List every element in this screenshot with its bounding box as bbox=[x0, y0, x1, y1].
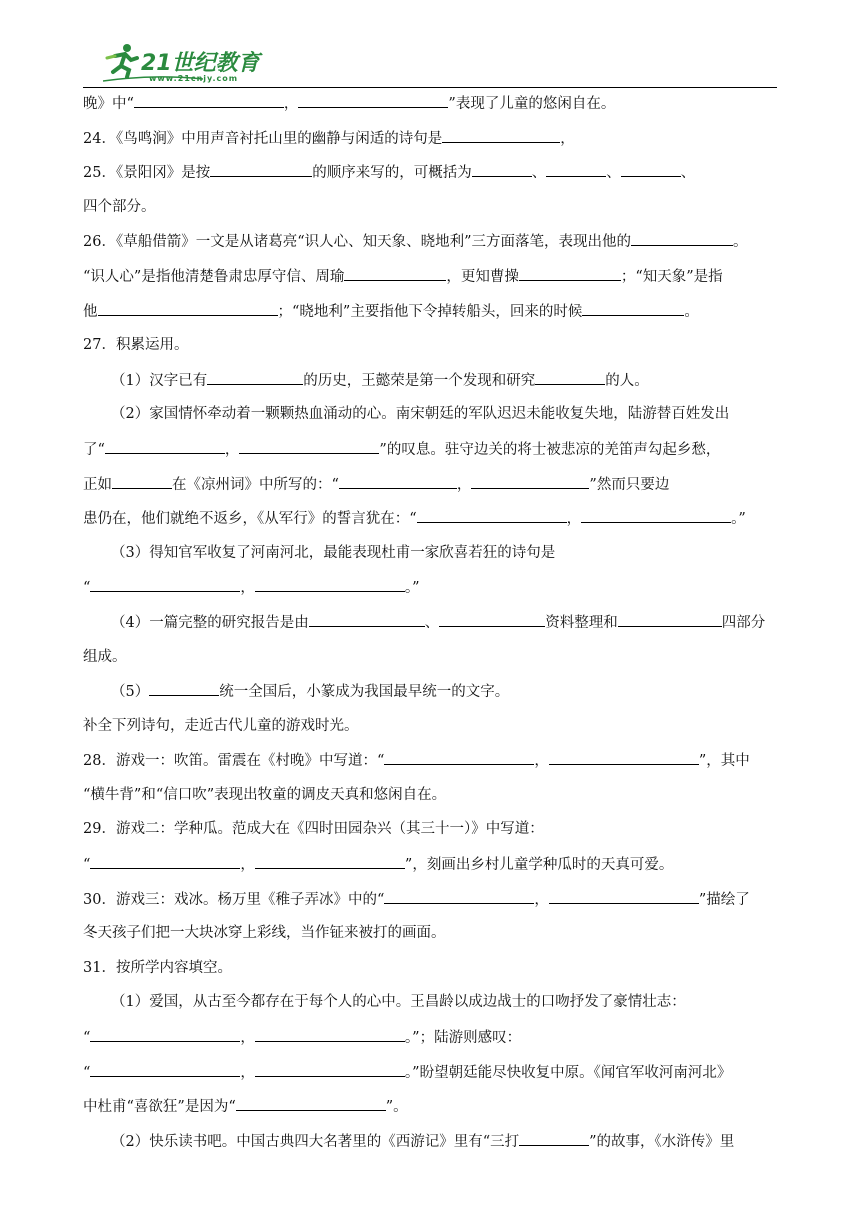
fill-in-blank[interactable] bbox=[472, 160, 532, 177]
line-text: ”，其中 bbox=[698, 753, 750, 770]
line-text: 、 bbox=[680, 165, 696, 182]
fill-in-blank[interactable] bbox=[207, 368, 303, 385]
logo-url: www.21cnjy.com bbox=[149, 74, 239, 83]
text-line bbox=[83, 990, 777, 1025]
text-line bbox=[83, 160, 777, 195]
fill-in-blank[interactable] bbox=[384, 887, 534, 904]
fill-in-blank[interactable] bbox=[442, 126, 560, 143]
line-text: 的顺序来写的，可概括为 bbox=[312, 165, 472, 182]
line-text: 26．《草船借箭》一文是从诸葛亮“识人心、知天象、晓地利”三方面落笔，表现出他的 bbox=[83, 234, 632, 251]
text-line bbox=[83, 1060, 777, 1095]
fill-in-blank[interactable] bbox=[255, 575, 405, 592]
line-text: ；“晓地利”主要指他下令掉转船头，回来的时候 bbox=[277, 303, 583, 320]
text-line bbox=[83, 679, 777, 714]
line-text: （4）一篇完整的研究报告是由 bbox=[111, 614, 309, 631]
fill-in-blank[interactable] bbox=[90, 1025, 240, 1042]
fill-in-blank[interactable] bbox=[519, 1129, 589, 1146]
text-line bbox=[83, 437, 777, 472]
fill-in-blank[interactable] bbox=[344, 264, 446, 281]
text-line bbox=[83, 472, 777, 507]
fill-in-blank[interactable] bbox=[90, 575, 240, 592]
line-text: 的历史，王懿荣是第一个发现和研究 bbox=[303, 372, 536, 389]
line-text: ”然而只要边 bbox=[589, 476, 670, 493]
line-text: ， bbox=[224, 441, 240, 458]
text-line bbox=[83, 817, 777, 852]
logo-swoosh-icon bbox=[103, 76, 203, 82]
page-header bbox=[83, 40, 777, 88]
fill-in-blank[interactable] bbox=[417, 506, 567, 523]
line-text: 补全下列诗句，走近古代儿童的游戏时光。 bbox=[83, 717, 359, 734]
line-text: 。 bbox=[733, 234, 748, 251]
line-text: 25．《景阳冈》是按 bbox=[83, 165, 211, 182]
text-line bbox=[83, 126, 777, 161]
fill-in-blank[interactable] bbox=[105, 437, 225, 454]
text-line bbox=[83, 195, 777, 230]
text-line bbox=[83, 1025, 777, 1060]
fill-in-blank[interactable] bbox=[255, 1025, 405, 1042]
line-text: 组成。 bbox=[83, 648, 127, 665]
text-line bbox=[83, 1129, 777, 1164]
fill-in-blank[interactable] bbox=[618, 610, 722, 627]
text-line bbox=[83, 956, 777, 991]
line-text: 资料整理和 bbox=[545, 614, 618, 631]
fill-in-blank[interactable] bbox=[90, 852, 240, 869]
text-line bbox=[83, 783, 777, 818]
text-line bbox=[83, 1094, 777, 1129]
line-text: 。” bbox=[404, 580, 420, 597]
line-text: ”表现了儿童的悠闲自在。 bbox=[448, 96, 616, 112]
fill-in-blank[interactable] bbox=[255, 1060, 405, 1077]
text-line bbox=[83, 887, 777, 922]
line-text: ”。 bbox=[385, 1099, 408, 1116]
line-text: 。 bbox=[684, 303, 699, 320]
line-text: 31．按所学内容填空。 bbox=[83, 959, 232, 976]
line-text: 。” bbox=[731, 511, 746, 528]
text-line bbox=[83, 852, 777, 887]
header-rule bbox=[83, 87, 777, 88]
line-text: （2）家国情怀牵动着一颗颗热血涌动的心。南宋朝廷的军队迟迟未能收复失地，陆游替百姓发出 bbox=[111, 406, 730, 423]
line-text: ， bbox=[240, 1030, 255, 1047]
line-text: 的人。 bbox=[605, 372, 649, 389]
line-text: 晚》中“ bbox=[83, 96, 134, 112]
fill-in-blank[interactable] bbox=[549, 887, 699, 904]
line-text: ， bbox=[456, 476, 472, 493]
line-text: 正如 bbox=[83, 476, 112, 493]
line-text: ， bbox=[534, 753, 549, 770]
text-line bbox=[83, 506, 777, 541]
fill-in-blank[interactable] bbox=[255, 852, 405, 869]
text-line bbox=[83, 402, 777, 437]
line-text: ”，刻画出乡村儿童学种瓜时的天真可爱。 bbox=[404, 857, 674, 874]
line-text: 24．《鸟鸣涧》中用声音衬托山里的幽静与闲适的诗句是 bbox=[83, 130, 443, 147]
line-text: 统一全国后，小篆成为我国最早统一的文字。 bbox=[219, 684, 510, 701]
text-line bbox=[83, 575, 777, 610]
line-text: “ bbox=[83, 857, 91, 874]
fill-in-blank[interactable] bbox=[239, 437, 379, 454]
fill-in-blank[interactable] bbox=[298, 91, 448, 108]
text-line bbox=[83, 299, 777, 334]
document-body bbox=[83, 91, 777, 1163]
text-line bbox=[83, 541, 777, 576]
line-text: ， bbox=[283, 96, 299, 112]
line-text: 27．积累运用。 bbox=[83, 337, 189, 354]
fill-in-blank[interactable] bbox=[339, 472, 457, 489]
text-line bbox=[83, 91, 777, 126]
line-text: （2）快乐读书吧。中国古典四大名著里的《西游记》里有“三打 bbox=[111, 1133, 520, 1150]
line-text: ， bbox=[240, 1064, 255, 1081]
line-text: 中杜甫“喜欲狂”是因为“ bbox=[83, 1099, 236, 1116]
line-text: ， bbox=[240, 580, 255, 597]
fill-in-blank[interactable] bbox=[149, 679, 219, 696]
text-line bbox=[83, 748, 777, 783]
fill-in-blank[interactable] bbox=[439, 610, 545, 627]
line-text: 患仍在，他们就绝不返乡，《从军行》的誓言犹在：“ bbox=[83, 511, 417, 528]
line-text: 他 bbox=[83, 303, 98, 320]
line-text: ”的故事，《水浒传》里 bbox=[589, 1133, 735, 1150]
fill-in-blank[interactable] bbox=[309, 610, 425, 627]
fill-in-blank[interactable] bbox=[519, 264, 621, 281]
line-text: ， bbox=[560, 130, 575, 147]
fill-in-blank[interactable] bbox=[582, 299, 684, 316]
line-text: 四部分 bbox=[721, 614, 766, 631]
line-text: 在《凉州词》中所写的：“ bbox=[172, 476, 339, 493]
line-text: ，更知曹操 bbox=[446, 268, 519, 285]
line-text: ”的叹息。驻守边关的将士被悲凉的羌笛声勾起乡愁， bbox=[379, 441, 721, 458]
line-text: 冬天孩子们把一大块冰穿上彩线，当作钲来被打的画面。 bbox=[83, 925, 446, 942]
line-text: 30．游戏三：戏冰。杨万里《稚子弄冰》中的“ bbox=[83, 891, 385, 908]
runner-logo-icon bbox=[105, 42, 139, 78]
fill-in-blank[interactable] bbox=[581, 506, 731, 523]
line-text: （1）汉字已有 bbox=[111, 372, 208, 389]
text-line bbox=[83, 921, 777, 956]
fill-in-blank[interactable] bbox=[546, 160, 606, 177]
fill-in-blank[interactable] bbox=[134, 91, 284, 108]
line-text: （3）得知官军收复了河南河北，最能表现杜甫一家欣喜若狂的诗句是 bbox=[111, 544, 556, 561]
line-text: ；“知天象”是指 bbox=[620, 268, 723, 285]
line-text: ， bbox=[566, 511, 582, 528]
fill-in-blank[interactable] bbox=[90, 1060, 240, 1077]
text-line bbox=[83, 229, 777, 264]
line-text: “横牛背”和“信口吹”表现出牧童的调皮天真和悠闲自在。 bbox=[83, 786, 447, 803]
line-text: “ bbox=[83, 1064, 91, 1081]
line-text: （5） bbox=[111, 684, 150, 701]
fill-in-blank[interactable] bbox=[98, 299, 278, 316]
line-text: 了“ bbox=[83, 441, 105, 458]
text-line bbox=[83, 368, 777, 403]
line-text: 四个部分。 bbox=[83, 198, 156, 215]
line-text: 、 bbox=[424, 614, 440, 631]
line-text: 、 bbox=[531, 165, 547, 182]
line-text: ， bbox=[534, 891, 549, 908]
fill-in-blank[interactable] bbox=[549, 748, 699, 765]
line-text: “识人心”是指他清楚鲁肃忠厚守信、周瑜 bbox=[83, 268, 345, 285]
line-text: 、 bbox=[606, 165, 621, 182]
fill-in-blank[interactable] bbox=[210, 160, 312, 177]
line-text: ”描绘了 bbox=[698, 891, 750, 908]
line-text: （1）爱国，从古至今都存在于每个人的心中。王昌龄以成边战士的口吻抒发了豪情壮志： bbox=[111, 994, 686, 1011]
fill-in-blank[interactable] bbox=[621, 160, 681, 177]
text-line bbox=[83, 714, 777, 749]
line-text: 。”；陆游则感叹： bbox=[404, 1030, 522, 1047]
line-text: “ bbox=[83, 580, 91, 597]
line-text: 29．游戏二：学种瓜。范成大在《四时田园杂兴（其三十一）》中写道： bbox=[83, 821, 544, 838]
fill-in-blank[interactable] bbox=[384, 748, 534, 765]
text-line bbox=[83, 645, 777, 680]
text-line bbox=[83, 333, 777, 368]
fill-in-blank[interactable] bbox=[535, 368, 605, 385]
line-text: 。”盼望朝廷能尽快收复中原。《闻官军收河南河北》 bbox=[404, 1064, 732, 1081]
text-line bbox=[83, 610, 777, 645]
text-line bbox=[83, 264, 777, 299]
fill-in-blank[interactable] bbox=[471, 472, 589, 489]
line-text: “ bbox=[83, 1030, 91, 1047]
fill-in-blank[interactable] bbox=[112, 472, 172, 489]
fill-in-blank[interactable] bbox=[631, 229, 733, 246]
logo-text: 21世纪教育 bbox=[141, 51, 260, 76]
fill-in-blank[interactable] bbox=[236, 1094, 386, 1111]
line-text: ， bbox=[240, 857, 255, 874]
line-text: 28．游戏一：吹笛。雷震在《村晚》中写道：“ bbox=[83, 753, 385, 770]
